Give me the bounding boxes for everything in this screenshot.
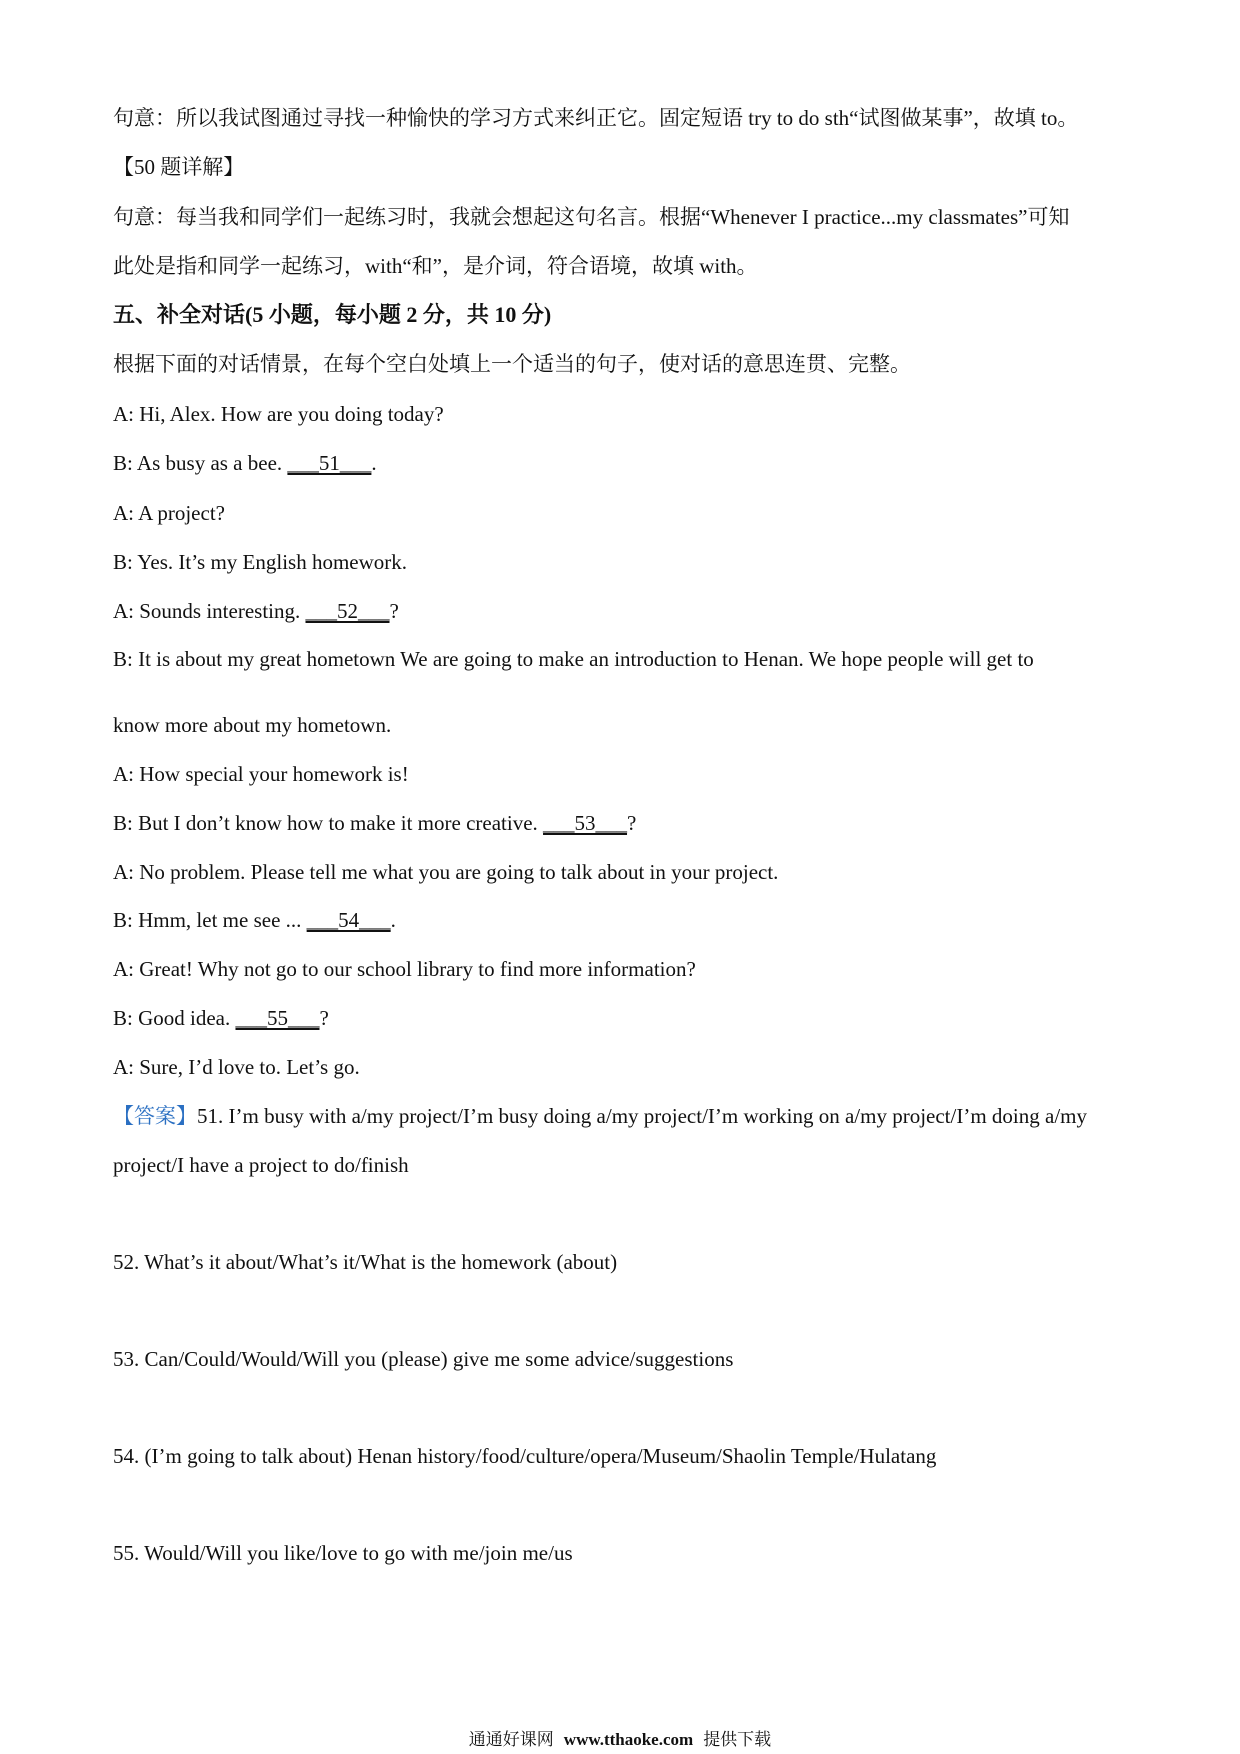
dialogue-text: A: Sounds interesting. (113, 599, 306, 623)
dialogue-line (113, 449, 377, 477)
dialogue-line (113, 597, 399, 625)
blank-54: ___54___ (306, 908, 391, 932)
answer-52: 52. What’s it about/What’s it/What is the homework (about) (113, 1250, 618, 1274)
blank-55: ___55___ (235, 1006, 320, 1030)
dialogue-line: B: It is about my great hometown We are going to make an introduction to Henan. We hope people will get to (113, 647, 1034, 671)
answer-53: 53. Can/Could/Would/Will you (please) give me some advice/suggestions (113, 1347, 734, 1371)
question-50-title: 【50 题详解】 (113, 155, 245, 179)
answer-55: 55. Would/Will you like/love to go with me/join me/us (113, 1541, 573, 1565)
section-title: 五、补全对话(5 小题，每小题 2 分，共 10 分) (113, 302, 552, 327)
dialogue-line: A: Hi, Alex. How are you doing today? (113, 402, 444, 426)
dialogue-line (113, 809, 636, 837)
dialogue-line: A: How special your homework is! (113, 762, 409, 786)
answer-tag: 【答案】 (113, 1104, 197, 1128)
dialogue-punct: ? (627, 811, 637, 835)
page-footer (0, 1729, 1240, 1751)
dialogue-punct: ? (389, 599, 399, 623)
dialogue-text: B: But I don’t know how to make it more creative. (113, 811, 544, 835)
answer-51-line-1 (113, 1102, 1087, 1130)
dialogue-line (113, 906, 396, 934)
question-50-explanation-line-2: 此处是指和同学一起练习，with“和”，是介词，符合语境，故填 with。 (113, 254, 758, 278)
dialogue-punct: . (390, 908, 396, 932)
answer-51-text: 51. I’m busy with a/my project/I’m busy doing a/my project/I’m working on a/my project/I’m doing a/my (197, 1104, 1087, 1128)
dialogue-line: A: A project? (113, 501, 225, 525)
section-instruction: 根据下面的对话情景，在每个空白处填上一个适当的句子，使对话的意思连贯、完整。 (113, 352, 911, 376)
blank-52: ___52___ (305, 599, 390, 623)
dialogue-punct: . (371, 451, 377, 475)
dialogue-line: know more about my hometown. (113, 713, 392, 737)
dialogue-line: A: Sure, I’d love to. Let’s go. (113, 1055, 360, 1079)
dialogue-text: B: As busy as a bee. (113, 451, 288, 475)
dialogue-line: A: No problem. Please tell me what you are going to talk about in your project. (113, 860, 779, 884)
blank-51: ___51___ (287, 451, 372, 475)
footer-site-link[interactable]: www.tthaoke.com (563, 1730, 694, 1749)
dialogue-line (113, 1004, 329, 1032)
question-50-explanation-line-1: 句意：每当我和同学们一起练习时，我就会想起这句名言。根据“Whenever I practice...my classmates”可知 (113, 205, 1070, 229)
dialogue-text: B: Hmm, let me see ... (113, 908, 307, 932)
dialogue-line: B: Yes. It’s my English homework. (113, 550, 408, 574)
answer-54: 54. (I’m going to talk about) Henan history/food/culture/opera/Museum/Shaolin Temple/Hulatang (113, 1444, 937, 1468)
explanation-line: 句意：所以我试图通过寻找一种愉快的学习方式来纠正它。固定短语 try to do sth“试图做某事”，故填 to。 (113, 106, 1079, 130)
footer-note: 提供下载 (703, 1730, 772, 1750)
answer-51-line-2: project/I have a project to do/finish (113, 1153, 409, 1177)
dialogue-text: B: Good idea. (113, 1006, 236, 1030)
dialogue-line: A: Great! Why not go to our school library to find more information? (113, 957, 696, 981)
dialogue-punct: ? (319, 1006, 329, 1030)
blank-53: ___53___ (543, 811, 628, 835)
footer-brand: 通通好课网 (468, 1730, 554, 1750)
